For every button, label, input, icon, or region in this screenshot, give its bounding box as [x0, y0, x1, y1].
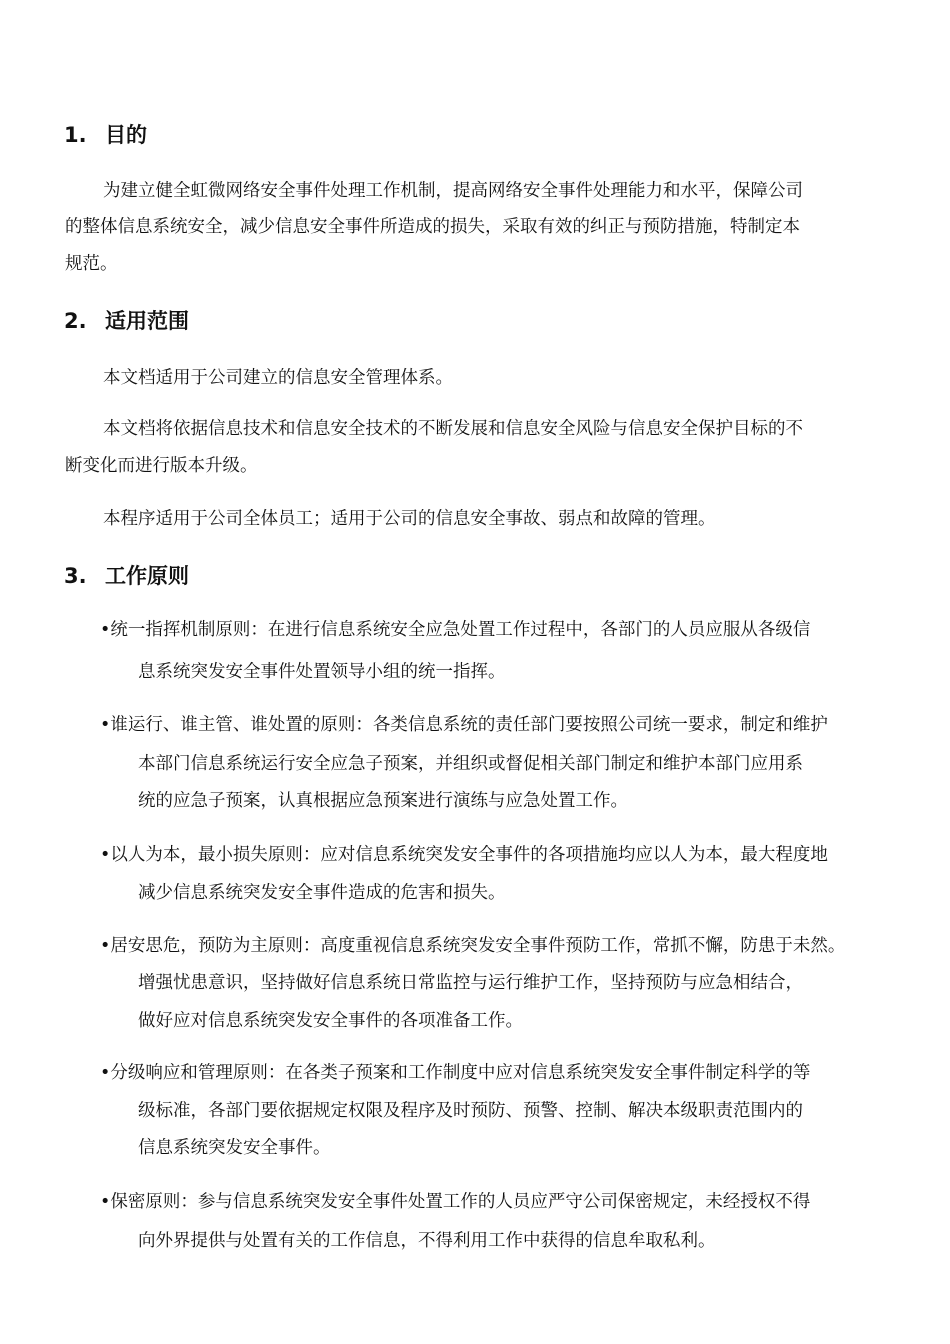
section-title: 目的 [105, 123, 147, 147]
bullet-line: •分级响应和管理原则：在各类子预案和工作制度中应对信息系统突发安全事件制定科学的等 [100, 1063, 811, 1083]
section-heading-principles [64, 562, 189, 590]
bullet-line: 息系统突发安全事件处置领导小组的统一指挥。 [138, 662, 506, 682]
bullet-line: 做好应对信息系统突发安全事件的各项准备工作。 [138, 1011, 523, 1031]
section-heading-purpose [64, 121, 147, 149]
bullet-line: •保密原则：参与信息系统突发安全事件处置工作的人员应严守公司保密规定，未经授权不得 [100, 1192, 811, 1212]
section-number: 1. [64, 123, 87, 147]
paragraph-line: 断变化而进行版本升级。 [65, 456, 258, 476]
section-number: 2. [64, 309, 87, 333]
paragraph-line: 为建立健全虹微网络安全事件处理工作机制，提高网络安全事件处理能力和水平，保障公司 [103, 181, 803, 201]
bullet-line: •居安思危，预防为主原则：高度重视信息系统突发安全事件预防工作，常抓不懈，防患于未然。 [100, 936, 846, 956]
section-number: 3. [64, 564, 87, 588]
paragraph-line: 本文档将依据信息技术和信息安全技术的不断发展和信息安全风险与信息安全保护目标的不 [103, 419, 803, 439]
section-heading-scope [64, 307, 189, 335]
paragraph-line: 本文档适用于公司建立的信息安全管理体系。 [103, 368, 453, 388]
bullet-line: •统一指挥机制原则：在进行信息系统安全应急处置工作过程中，各部门的人员应服从各级信 [100, 620, 811, 640]
section-title: 适用范围 [105, 309, 189, 333]
section-title: 工作原则 [105, 564, 189, 588]
bullet-line: 级标准，各部门要依据规定权限及程序及时预防、预警、控制、解决本级职责范围内的 [138, 1101, 803, 1121]
bullet-line: 统的应急子预案，认真根据应急预案进行演练与应急处置工作。 [138, 791, 628, 811]
paragraph-line: 的整体信息系统安全，减少信息安全事件所造成的损失，采取有效的纠正与预防措施，特制定本 [65, 217, 800, 237]
paragraph-line: 规范。 [65, 254, 118, 274]
bullet-line: 减少信息系统突发安全事件造成的危害和损失。 [138, 883, 506, 903]
bullet-line: •以人为本，最小损失原则：应对信息系统突发安全事件的各项措施均应以人为本，最大程度地 [100, 845, 828, 865]
bullet-line: 信息系统突发安全事件。 [138, 1138, 331, 1158]
bullet-line: 向外界提供与处置有关的工作信息，不得利用工作中获得的信息牟取私利。 [138, 1231, 716, 1251]
bullet-line: 本部门信息系统运行安全应急子预案，并组织或督促相关部门制定和维护本部门应用系 [138, 754, 803, 774]
bullet-line: •谁运行、谁主管、谁处置的原则：各类信息系统的责任部门要按照公司统一要求，制定和维护 [100, 715, 828, 735]
bullet-line: 增强忧患意识，坚持做好信息系统日常监控与运行维护工作，坚持预防与应急相结合， [138, 973, 803, 993]
paragraph-line: 本程序适用于公司全体员工；适用于公司的信息安全事故、弱点和故障的管理。 [103, 509, 716, 529]
